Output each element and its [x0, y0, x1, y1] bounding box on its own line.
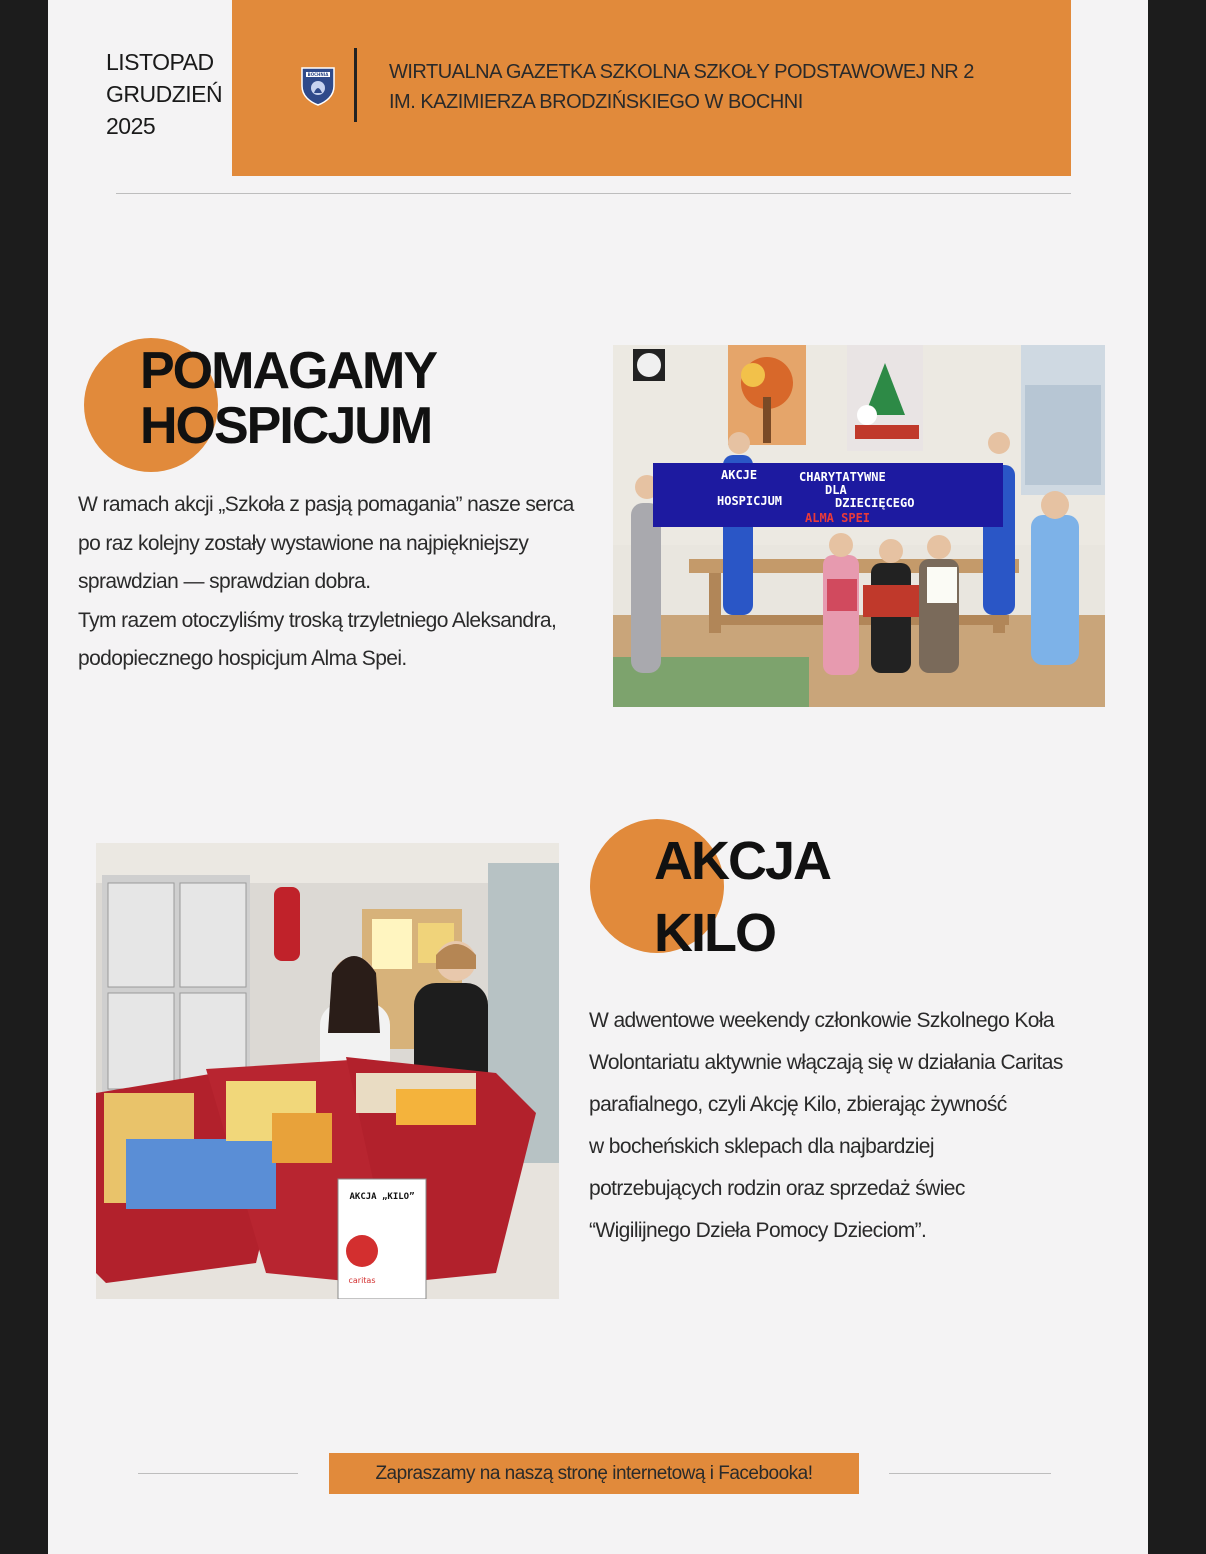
section1-body-line: podopiecznego hospicjum Alma Spei.	[78, 647, 407, 670]
section2-body-line: Wolontariatu aktywnie włączają się w działania Caritas	[589, 1051, 1063, 1074]
banner-text-4: ALMA SPEI	[805, 511, 871, 525]
section2-body-line: W adwentowe weekendy członkowie Szkolnego Koła	[589, 1009, 1055, 1032]
website-facebook-link-button[interactable]: Zapraszamy na naszą stronę internetową i Facebooka!	[329, 1453, 859, 1494]
banner-text-1a: AKCJE	[721, 468, 758, 482]
header-banner	[232, 0, 1071, 176]
newsletter-title-line2: IM. KAZIMIERZA BRODZIŃSKIEGO W BOCHNI	[389, 91, 803, 113]
crest-label: BOCHNIA	[307, 72, 329, 77]
section2-body-line: “Wigilijnego Dzieła Pomocy Dzieciom”.	[589, 1219, 927, 1242]
sign-text: AKCJA „KILO”	[349, 1192, 415, 1202]
footer-rule-left	[138, 1473, 298, 1474]
section2-body-line: potrzebujących rodzin oraz sprzedaż świec	[589, 1177, 965, 1200]
issue-month-1: LISTOPAD	[106, 49, 214, 75]
newsletter-page	[48, 0, 1148, 1554]
section1-body	[78, 486, 574, 679]
footer-rule-right	[889, 1473, 1051, 1474]
section2-heading	[654, 825, 830, 969]
sign-brand: caritas	[348, 1276, 376, 1285]
section1-body-line: Tym razem otoczyliśmy troską trzyletniego Aleksandra,	[78, 608, 557, 632]
issue-date	[106, 46, 222, 142]
banner-text-3b: DZIECIĘCEGO	[835, 496, 915, 510]
section2-body-line: parafialnego, czyli Akcję Kilo, zbierając żywność	[589, 1093, 1007, 1116]
banner-text-3a: HOSPICJUM	[717, 494, 783, 508]
newsletter-title	[389, 57, 974, 117]
issue-month-2: GRUDZIEŃ	[106, 81, 223, 107]
issue-year: 2025	[106, 113, 156, 139]
banner-text-2: DLA	[825, 483, 847, 497]
section1-body-line: W ramach akcji „Szkoła z pasją pomagania” nasze serca	[78, 493, 574, 516]
section2-heading-line2: KILO	[654, 903, 775, 963]
section2-body-line: w bocheńskich sklepach dla najbardziej	[589, 1135, 934, 1158]
header-divider	[354, 48, 357, 122]
section1-body-line: sprawdzian — sprawdzian dobra.	[78, 570, 371, 593]
hospice-charity-photo	[613, 345, 1105, 707]
akcja-kilo-photo	[96, 843, 559, 1299]
section1-body-line: po raz kolejny zostały wystawione na najpiękniejszy	[78, 531, 529, 555]
section1-heading-line2: HOSPICJUM	[140, 397, 432, 455]
school-crest-icon	[300, 66, 336, 106]
newsletter-title-line1: WIRTUALNA GAZETKA SZKOLNA SZKOŁY PODSTAWOWEJ NR 2	[389, 61, 974, 83]
banner-text-1b: CHARYTATYWNE	[799, 470, 886, 484]
section1-heading	[140, 344, 436, 454]
section2-body	[589, 1000, 1063, 1252]
section1-heading-line1: POMAGAMY	[140, 342, 436, 400]
header-rule	[116, 193, 1071, 194]
section2-heading-line1: AKCJA	[654, 831, 831, 891]
